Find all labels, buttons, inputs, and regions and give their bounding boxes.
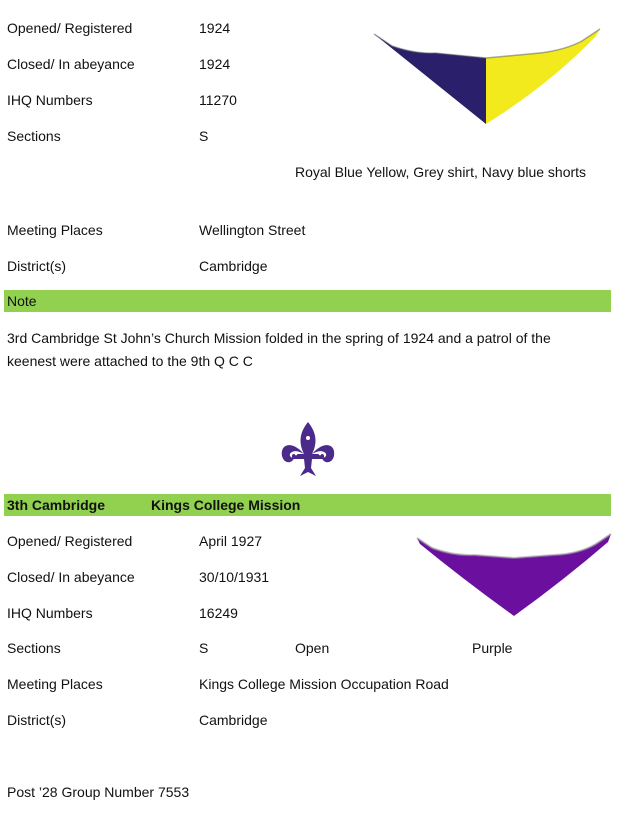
sections-value: S: [199, 128, 209, 144]
note-heading: Note: [7, 293, 37, 309]
group-name: 3th Cambridge: [7, 497, 106, 513]
ihq-value: 16249: [199, 605, 238, 621]
opened-value: April 1927: [199, 533, 263, 549]
opened-label: Opened/ Registered: [7, 533, 133, 549]
opened-value: 1924: [199, 20, 231, 36]
note-text: 3rd Cambridge St John’s Church Mission folded in the spring of 1924 and a patrol of the keenest were attached to the 9th Q C C: [7, 330, 551, 369]
ihq-value: 11270: [199, 92, 237, 108]
closed-value: 1924: [199, 56, 231, 72]
necker-left-half: [374, 34, 486, 124]
sections-colour: Purple: [472, 640, 513, 656]
ihq-label: IHQ Numbers: [7, 92, 93, 108]
district-value: Cambridge: [199, 712, 268, 728]
sections-value: S: [199, 640, 209, 656]
sections-open: Open: [295, 640, 330, 656]
meeting-value: Kings College Mission Occupation Road: [199, 676, 449, 692]
group-heading-bar: [4, 494, 611, 516]
note-heading-bar: [4, 290, 611, 312]
opened-label: Opened/ Registered: [7, 20, 133, 36]
necker-blue-yellow-image: [370, 26, 605, 126]
necker-purple-image: [414, 530, 614, 620]
closed-value: 30/10/1931: [199, 569, 270, 585]
meeting-label: Meeting Places: [7, 222, 103, 238]
district-value: Cambridge: [199, 258, 268, 274]
meeting-label: Meeting Places: [7, 676, 103, 692]
colours-text: Royal Blue Yellow, Grey shirt, Navy blue shorts: [295, 164, 587, 180]
necker-body: [417, 534, 611, 616]
closed-label: Closed/ In abeyance: [7, 569, 135, 585]
closed-label: Closed/ In abeyance: [7, 56, 135, 72]
fleur-de-lis-icon: [278, 420, 338, 480]
district-label: District(s): [7, 258, 67, 274]
sections-label: Sections: [7, 128, 61, 144]
post28-group-number: Post ’28 Group Number 7553: [7, 784, 190, 800]
district-label: District(s): [7, 712, 67, 728]
sections-label: Sections: [7, 640, 61, 656]
meeting-value: Wellington Street: [199, 222, 306, 238]
ihq-label: IHQ Numbers: [7, 605, 93, 621]
group-title: Kings College Mission: [151, 497, 301, 513]
necker-right-half: [486, 29, 600, 124]
